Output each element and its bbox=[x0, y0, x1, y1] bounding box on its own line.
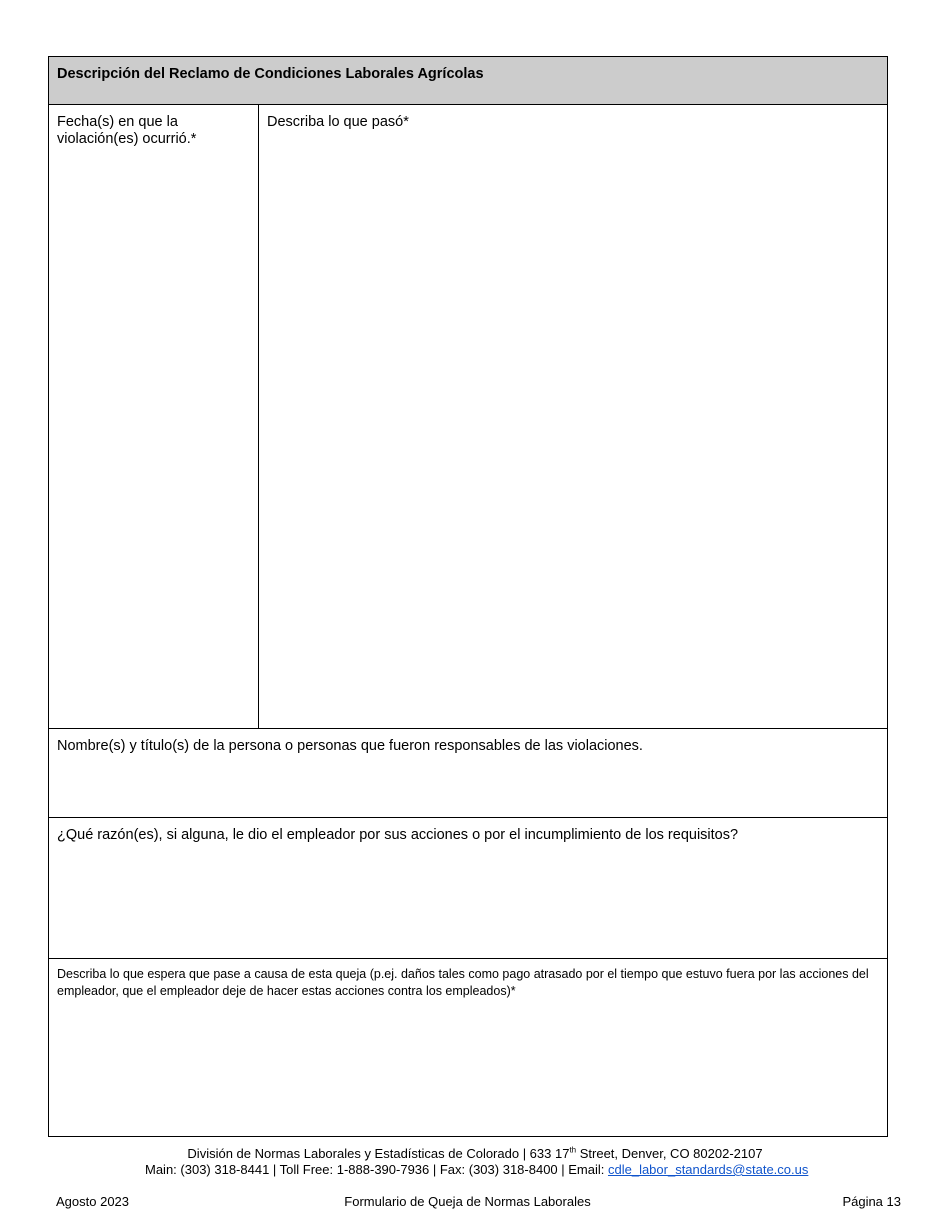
employer-reasons-label: ¿Qué razón(es), si alguna, le dio el empleador por sus acciones o por el incumplimiento de los requisitos? bbox=[57, 827, 739, 843]
dates-description-row bbox=[49, 105, 887, 729]
responsible-persons-field[interactable] bbox=[49, 729, 887, 818]
responsible-persons-label: Nombre(s) y título(s) de la persona o personas que fueron responsables de las violaciones. bbox=[57, 738, 643, 754]
expected-outcome-label: Describa lo que espera que pase a causa de esta queja (p.ej. daños tales como pago atrasado por el tiempo que estuvo fuera por las acciones del empleador, que el empleador deje de hacer estas acciones contra los empleados)* bbox=[57, 967, 869, 998]
what-happened-field[interactable] bbox=[259, 105, 887, 728]
address-prefix: División de Normas Laborales y Estadísticas de Colorado | 633 17 bbox=[187, 1146, 570, 1161]
footer-form-title: Formulario de Queja de Normas Laborales bbox=[344, 1194, 591, 1209]
footer-address bbox=[0, 1146, 950, 1162]
footer-contact bbox=[145, 1162, 808, 1178]
complaint-form-table bbox=[48, 56, 888, 1137]
contact-text: Main: (303) 318-8441 | Toll Free: 1-888-390-7936 | Fax: (303) 318-8400 | Email: bbox=[145, 1162, 608, 1177]
email-link[interactable]: cdle_labor_standards@state.co.us bbox=[607, 1162, 809, 1177]
footer-date: Agosto 2023 bbox=[56, 1194, 130, 1209]
section-header: Descripción del Reclamo de Condiciones Laborales Agrícolas bbox=[49, 57, 887, 105]
address-superscript: th bbox=[569, 1145, 577, 1155]
footer-page-number: Página 13 bbox=[842, 1194, 901, 1209]
employer-reasons-field[interactable] bbox=[49, 818, 887, 959]
violation-dates-field[interactable] bbox=[49, 105, 259, 728]
address-suffix: Street, Denver, CO 80202-2107 bbox=[576, 1146, 763, 1161]
what-happened-label: Describa lo que pasó* bbox=[267, 114, 409, 130]
violation-dates-label: Fecha(s) en que la violación(es) ocurrió.* bbox=[57, 114, 197, 147]
expected-outcome-field[interactable] bbox=[49, 959, 887, 1136]
